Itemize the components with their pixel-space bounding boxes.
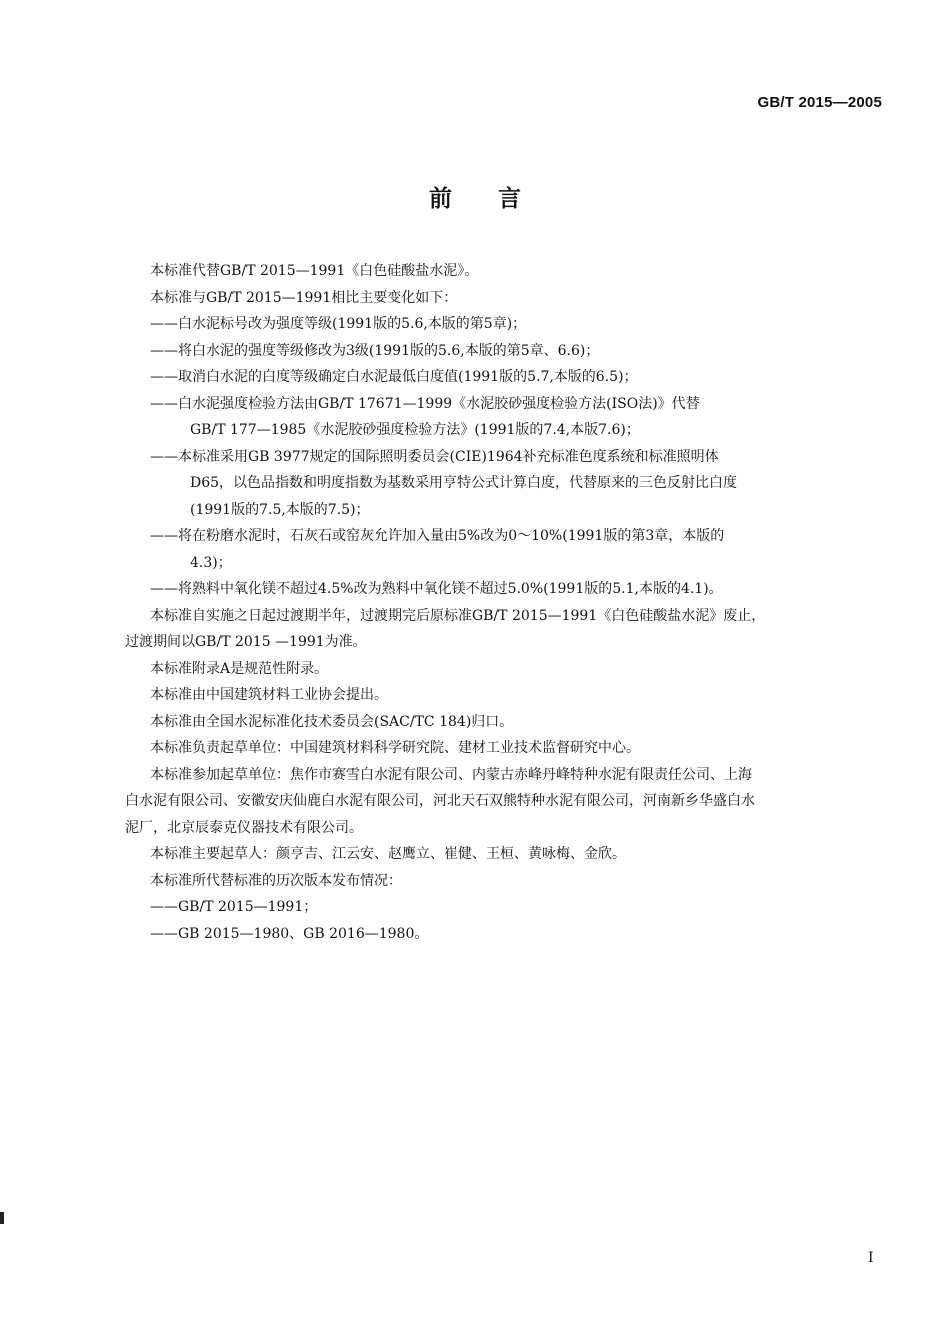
title-char-1: 前 [429, 186, 452, 212]
line-3: ——白水泥标号改为强度等级(1991版的5.6,本版的第5章)； [150, 316, 527, 332]
line-17: 本标准由中国建筑材料工业协会提出。 [150, 687, 388, 703]
line-18: 本标准由全国水泥标准化技术委员会(SAC/TC 184)归口。 [150, 713, 514, 730]
line-25: ——GB/T 2015—1991； [150, 899, 318, 915]
line-2: 本标准与GB/T 2015—1991相比主要变化如下： [150, 289, 458, 306]
line-21: 白水泥有限公司、安徽安庆仙鹿白水泥有限公司，河北天石双熊特种水泥有限公司，河南新乡华盛白水 [125, 793, 755, 809]
line-15: 过渡期间以GB/T 2015 —1991为准。 [125, 634, 367, 650]
line-12: 4.3)； [190, 554, 232, 571]
line-16: 本标准附录A是规范性附录。 [150, 660, 329, 677]
page-title [0, 180, 950, 213]
line-13: ——将熟料中氧化镁不超过4.5%改为熟料中氧化镁不超过5.0%(1991版的5.1,本版的4.1)。 [150, 581, 723, 597]
line-20: 本标准参加起草单位：焦作市赛雪白水泥有限公司、内蒙古赤峰丹峰特种水泥有限责任公司、上海 [150, 766, 752, 783]
line-9: D65，以色品指数和明度指数为基数采用亨特公式计算白度，代替原来的三色反射比白度 [190, 475, 738, 491]
scan-edge-mark [0, 1212, 4, 1224]
line-8: ——本标准采用GB 3977规定的国际照明委员会(CIE)1964补充标准色度系统和标准照明体 [150, 448, 719, 465]
line-1: 本标准代替GB/T 2015—1991《白色硅酸盐水泥》。 [150, 263, 479, 279]
line-4: ——将白水泥的强度等级修改为3级(1991版的5.6,本版的第5章、6.6)； [150, 342, 600, 359]
line-10: (1991版的7.5,本版的7.5)； [190, 501, 370, 518]
line-23: 本标准主要起草人：颜亨吉、江云安、赵鹰立、崔健、王桓、黄咏梅、金欣。 [150, 846, 626, 862]
line-22: 泥厂，北京辰泰克仪器技术有限公司。 [125, 819, 363, 836]
line-19: 本标准负责起草单位：中国建筑材料科学研究院、建材工业技术监督研究中心。 [150, 740, 640, 756]
title-char-2: 言 [498, 186, 521, 212]
line-5: ——取消白水泥的白度等级确定白水泥最低白度值(1991版的5.7,本版的6.5)； [150, 369, 638, 385]
line-11: ——将在粉磨水泥时，石灰石或窑灰允许加入量由5%改为0～10%(1991版的第3章，本版的 [150, 528, 725, 544]
foreword-body [125, 258, 885, 947]
line-24: 本标准所代替标准的历次版本发布情况： [150, 872, 402, 889]
line-14: 本标准自实施之日起过渡期半年，过渡期完后原标准GB/T 2015—1991《白色硅酸盐水泥》废止， [150, 607, 766, 624]
line-26: ——GB 2015—1980、GB 2016—1980。 [150, 925, 429, 942]
line-6: ——白水泥强度检验方法由GB/T 17671—1999《水泥胶砂强度检验方法(ISO法)》代替 [150, 395, 700, 412]
line-7: GB/T 177—1985《水泥胶砂强度检验方法》(1991版的7.4,本版7.6)； [190, 422, 640, 438]
page-number: I [868, 1250, 874, 1266]
standard-code: GB/T 2015—2005 [757, 94, 882, 111]
